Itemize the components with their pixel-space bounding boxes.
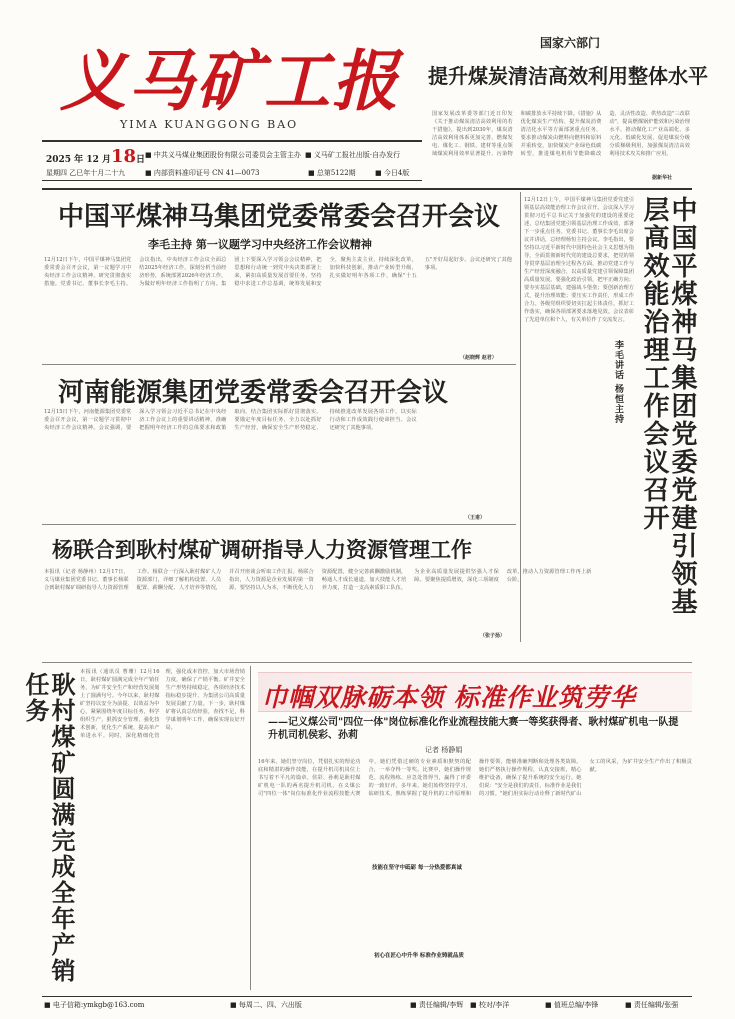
feature-reporter: 记者 杨静娟 bbox=[425, 746, 463, 754]
masthead-info2: ■ 义马矿工报社出版·自办发行 bbox=[305, 151, 401, 159]
masthead-weekday: 星期四 乙巳年十月二十九 bbox=[46, 169, 126, 177]
masthead-date: 2025 年 12 月18日 bbox=[46, 146, 146, 167]
footer-editor: ■ 责任编辑/李辉 bbox=[410, 1001, 464, 1009]
henan-headline: 河南能源集团党委常委会召开会议 bbox=[58, 378, 449, 408]
henan-byline: （王甫） bbox=[465, 515, 486, 521]
top-right-source: 据新华社 bbox=[652, 175, 673, 181]
masthead-pages: ■ 今日4版 bbox=[375, 169, 410, 177]
gengcun-body: 本报讯（通讯员 曹珊）12月16日，耿村煤矿圆满完成全年产销任务，为矿井安全生产和经营发展划上了圆满句号。今年以来，耿村煤矿坚持以安全为前提、以效益为中心，紧紧围绕年度目标任务，科学组织生产，狠抓安全管理，强化技术创新，优化生产系统，提高单产单进水平。同时，深化精细化管理，强化成本管控，加大市场营销力度，确保了产销平衡。矿井安全生产形势持续稳定，各项经济技术指标稳步提升，为集团公司高质量发展贡献了力量。下一步，耿村煤矿将认真总结经验，查找不足，科学谋划明年工作，确保实现良好开局。 bbox=[80, 669, 245, 739]
footer-proof: ■ 校对/李洋 bbox=[470, 1001, 510, 1009]
lead-body: 12月12日下午，中国平煤神马集团党委常委会召开会议，第一议题学习中央经济工作会议精神，研究贯彻落实措施。党委书记、董事长李毛主持。会议指出，中央经济工作会议全面总结2025年经济工作，深刻分析当前经济形势，系统部署2026年经济工作，为做好明年经济工作指明了方向。集团上下要深入学习领会会议精神，把思想和行动统一到党中央决策部署上来，紧扣高质量发展首要任务，坚持稳中求进工作总基调，统筹发展和安全，聚焦主责主业，持续深化改革，加快科技创新，推动产业转型升级，扎实做好明年各项工作，确保"十五五"开好局起好步。会议还研究了其他事项。 bbox=[44, 257, 512, 287]
top-right-headline: 提升煤炭清洁高效利用整体水平 bbox=[428, 64, 708, 88]
masthead-info1: ■ 中共义马煤业集团股份有限公司委员会主管主办 bbox=[145, 151, 301, 159]
top-right-kicker: 国家六部门 bbox=[540, 36, 601, 50]
yang-headline: 杨联合到耿村煤矿调研指导人力资源管理工作 bbox=[52, 537, 472, 562]
feature-sub1: 技能在坚守中砥砺 每一分热爱都真诚 bbox=[370, 862, 464, 872]
yang-body: 本报讯（记者 杨静州）12月17日，义马煤业集团党委书记、董事长杨联合到耿村煤矿调研指导人力资源管理工作。杨联合一行深入耿村煤矿人力资源部门，详细了解机构设置、人员配置、薪酬分配、人才培养等情况，并召开座谈会听取工作汇报。杨联合指出，人力资源是企业发展的第一资源，要坚持以人为本，不断优化人力资源配置，健全完善薪酬激励机制，畅通人才成长通道，加大技能人才培养力度，打造一支高素质职工队伍，为企业高质量发展提供坚强人才保障。要聚焦提质增效，深化三项制度改革，推动人力资源管理工作再上新台阶。 bbox=[44, 569, 592, 591]
footer-schedule: ■ 每周二、四、六出版 bbox=[230, 1001, 302, 1009]
right-vertical-source: （张子扬） bbox=[480, 633, 506, 639]
masthead-serial: ■ 总第5122期 bbox=[308, 169, 356, 177]
henan-body: 12月15日下午，河南能源集团党委常委会召开会议，第一议题学习贯彻中央经济工作会议精神。会议强调，要深入学习领会习近平总书记在中央经济工作会议上的重要讲话精神，准确把握明年经济工作的总体要求和政策取向，结合集团实际抓好贯彻落实。要锚定年度目标任务，全力以赴抓好生产经营，确保安全生产形势稳定，持续推进改革发展各项工作，以实际行动和工作成效践行使命担当。会议还研究了其他事项。 bbox=[44, 409, 417, 431]
feature-body: 16年来，她们坚守岗位，凭借扎实的理论功底和精湛的操作技能，在提升机司机岗位上书写着不平凡的篇章。侯彩、孙莉是耿村煤矿机电一队的两名提升机司机，在义煤公司"四位一体"岗位标准化作业流程技能大赛中，她们凭借过硬的专业素质和默契的配合，一举夺得一等奖。比赛中，她们操作规范、流程熟练、应急处置得当，赢得了评委的一致好评。多年来，她们始终坚持学习，钻研技术，熟练掌握了提升机的工作原理和操作要领，能够准确判断和处理各类故障。她们严格执行操作规程，认真交接班，精心维护设备，确保了提升系统的安全运行。她们说："安全是我们的责任，标准作业是我们的习惯。"她们用实际行动诠释了新时代矿山女工的风采，为矿井安全生产作出了积极贡献。 bbox=[258, 759, 692, 797]
masthead-pinyin: YIMA KUANGGONG BAO bbox=[120, 118, 299, 131]
feature-sub2: 初心在匠心中升华 标准作业铸就品质 bbox=[372, 950, 466, 960]
masthead-cn-code: ■ 内部资料准印证号 CN 41—0073 bbox=[145, 169, 260, 177]
footer-email: ■ 电子信箱:ymkgb@163.com bbox=[44, 1001, 145, 1009]
masthead-title: 义马矿工报 bbox=[60, 42, 400, 120]
top-right-body: 国家发展改革委等部门近日印发《关于推动煤炭清洁高效利用的若干措施》，提出到2030年，煤炭清洁高效利用体系更加完善，燃煤发电、煤化工、钢铁、建材等重点领域煤炭利用效率显著提升，污染物和碳排放水平持续下降。《措施》从优化煤炭生产结构、提升煤炭消费清洁化水平等方面部署重点任务，要求推动煤炭由燃料向燃料和原料并重转变，加快煤炭产业绿色低碳转型，推进煤电机组节能降碳改造、灵活性改造、供热改造"三改联动"，提高燃煤锅炉能效和污染治理水平，推动煤化工产业高端化、多元化、低碳化发展，促进煤炭分级分质梯级利用，加强煤炭清洁高效利用技术攻关和推广应用。 bbox=[432, 111, 690, 157]
right-vertical-headline: 中国平煤神马集团党委党建引领基层高效能治理工作会议召开 bbox=[639, 196, 697, 616]
lead-subhead: 李毛主持 第一议题学习中央经济工作会议精神 bbox=[148, 238, 372, 251]
feature-headline: ——记义煤公司"四位一体"岗位标准化作业流程技能大赛一等奖获得者、耿村煤矿机电一队提升机司机侯彩、孙莉 bbox=[268, 717, 679, 741]
footer-layout: ■ 值班总编/李锋 bbox=[545, 1001, 599, 1009]
gengcun-headline: 耿村煤矿圆满完成全年产销任务 bbox=[21, 672, 76, 984]
feature-slogan: 巾帼双脉砺本领 标准作业筑劳华 bbox=[262, 683, 636, 712]
lead-byline: （赵晓辉 赵君） bbox=[460, 355, 497, 361]
lead-headline: 中国平煤神马集团党委常委会召开会议 bbox=[58, 202, 501, 232]
footer-layout2: ■ 责任编辑/张强 bbox=[625, 1001, 679, 1009]
right-vertical-subhead: 李毛讲话 杨恒主持 bbox=[613, 340, 623, 425]
right-vertical-body: 12月12日上午，中国平煤神马集团党委党建引领基层高效能治理工作会议召开。会议深入学习贯彻习近平总书记关于加强党的建设的重要论述，总结集团党建引领基层治理工作成效，部署下一步重点任务。党委书记、董事长李毛出席会议并讲话，总经理杨恒主持会议。李毛指出，要坚持以习近平新时代中国特色社会主义思想为指导，全面贯彻新时代党的建设总要求，把党的领导贯穿基层治理全过程各方面，推动党建工作与生产经营深度融合，以高质量党建引领保障集团高质量发展。要强化政治引领，把牢正确方向；要夯实基层基础，建强战斗堡垒；要创新治理方式，提升治理效能；要压实工作责任，形成工作合力。各级党组织要切实扛起主体责任，抓好工作落实，确保各项部署要求落地见效。会议表彰了先进单位和个人，有关单位作了交流发言。 bbox=[524, 197, 634, 323]
